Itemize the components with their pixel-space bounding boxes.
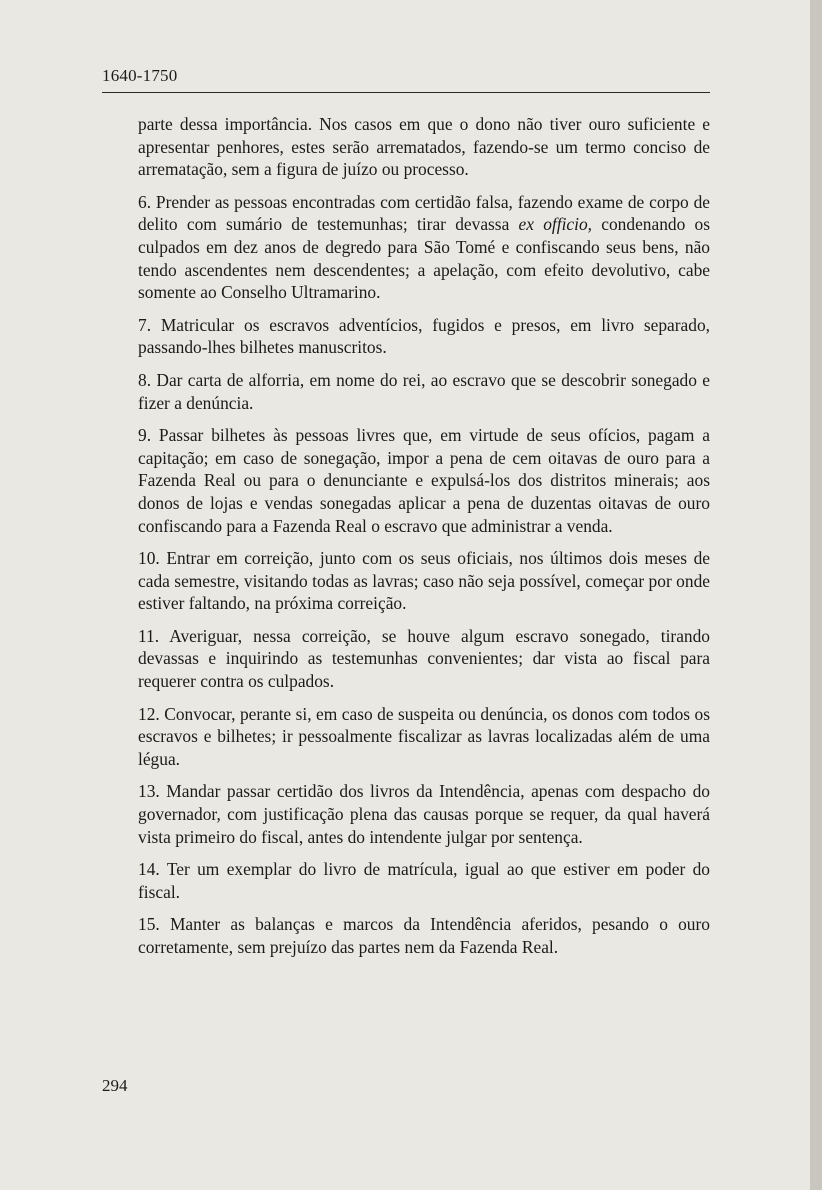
item-number: 6.: [138, 191, 152, 212]
running-head: 1640-1750: [102, 66, 178, 85]
item-number: 9.: [138, 425, 152, 446]
paragraph-item-11: 11. Averiguar, nessa correição, se houve algum escravo sonegado, tirando devassas e inquirindo as testemunhas convenientes; dar vista ao fiscal para requerer contra os culpados.: [138, 625, 710, 692]
paragraph-item-15: 15. Manter as balanças e marcos da Intendência aferidos, pesando o ouro corretamente, sem prejuízo das partes nem da Fazenda Real.: [138, 914, 710, 957]
item-number: 15.: [138, 914, 160, 935]
body-text: [138, 113, 710, 959]
item-number: 8.: [138, 369, 152, 390]
header-rule: [102, 92, 710, 93]
italic-term: ex officio,: [518, 214, 593, 235]
paragraph-item-14: 14. Ter um exemplar do livro de matrícula, igual ao que estiver em poder do fiscal.: [138, 859, 710, 902]
page-number: 294: [102, 1076, 128, 1095]
item-number: 11.: [138, 625, 160, 646]
item-number: 7.: [138, 314, 152, 335]
paragraph-item-12: 12. Convocar, perante si, em caso de suspeita ou denúncia, os donos com todos os escravos e bilhetes; ir pessoalmente fiscalizar as lavras localizadas além de uma légua.: [138, 703, 710, 769]
item-number: 14.: [138, 859, 160, 880]
paragraph-item-7: 7. Matricular os escravos adventícios, fugidos e presos, em livro separado, passando-lhes bilhetes manuscritos.: [138, 314, 710, 358]
item-number: 12.: [138, 703, 160, 724]
paragraph-item-6: 6. Prender as pessoas encontradas com certidão falsa, fazendo exame de corpo de delito com sumário de testemunhas; tirar devassa ex officio, condenando os culpados em dez anos de degredo para São Tomé e confiscando seus bens, não tendo ascendentes nem descendentes; a apelação, com efeito devolutivo, cabe somente ao Conselho Ultramarino.: [138, 191, 710, 303]
paragraph-continuation: parte dessa importância. Nos casos em que o dono não tiver ouro suficiente e apresentar penhores, estes serão arrematados, fazendo-se um termo conciso de arrematação, sem a figura de juízo ou processo.: [138, 114, 710, 180]
paragraph-item-10: 10. Entrar em correição, junto com os seus oficiais, nos últimos dois meses de cada semestre, visitando todas as lavras; caso não seja possível, começar por onde estiver faltando, na próxima correição.: [138, 548, 710, 614]
paragraph-item-13: 13. Mandar passar certidão dos livros da Intendência, apenas com despacho do governador, com justificação plena das causas porque se requer, da qual haverá vista primeiro do fiscal, antes do intendente julgar por sentença.: [138, 781, 710, 847]
paragraph-item-9: 9. Passar bilhetes às pessoas livres que, em virtude de seus ofícios, pagam a capitação; em caso de sonegação, impor a pena de cem oitavas de ouro para a Fazenda Real ou para o denunciante e expulsá-los dos distritos minerais; aos donos de lojas e vendas sonegadas aplicar a pena de duzentas oitavas de ouro confiscando para a Fazenda Real o escravo que administrar a venda.: [138, 425, 710, 536]
item-number: 13.: [138, 781, 160, 802]
item-number: 10.: [138, 548, 160, 569]
paragraph-item-8: 8. Dar carta de alforria, em nome do rei, ao escravo que se descobrir sonegado e fizer a denúncia.: [138, 369, 710, 413]
page-edge: [810, 0, 822, 1190]
